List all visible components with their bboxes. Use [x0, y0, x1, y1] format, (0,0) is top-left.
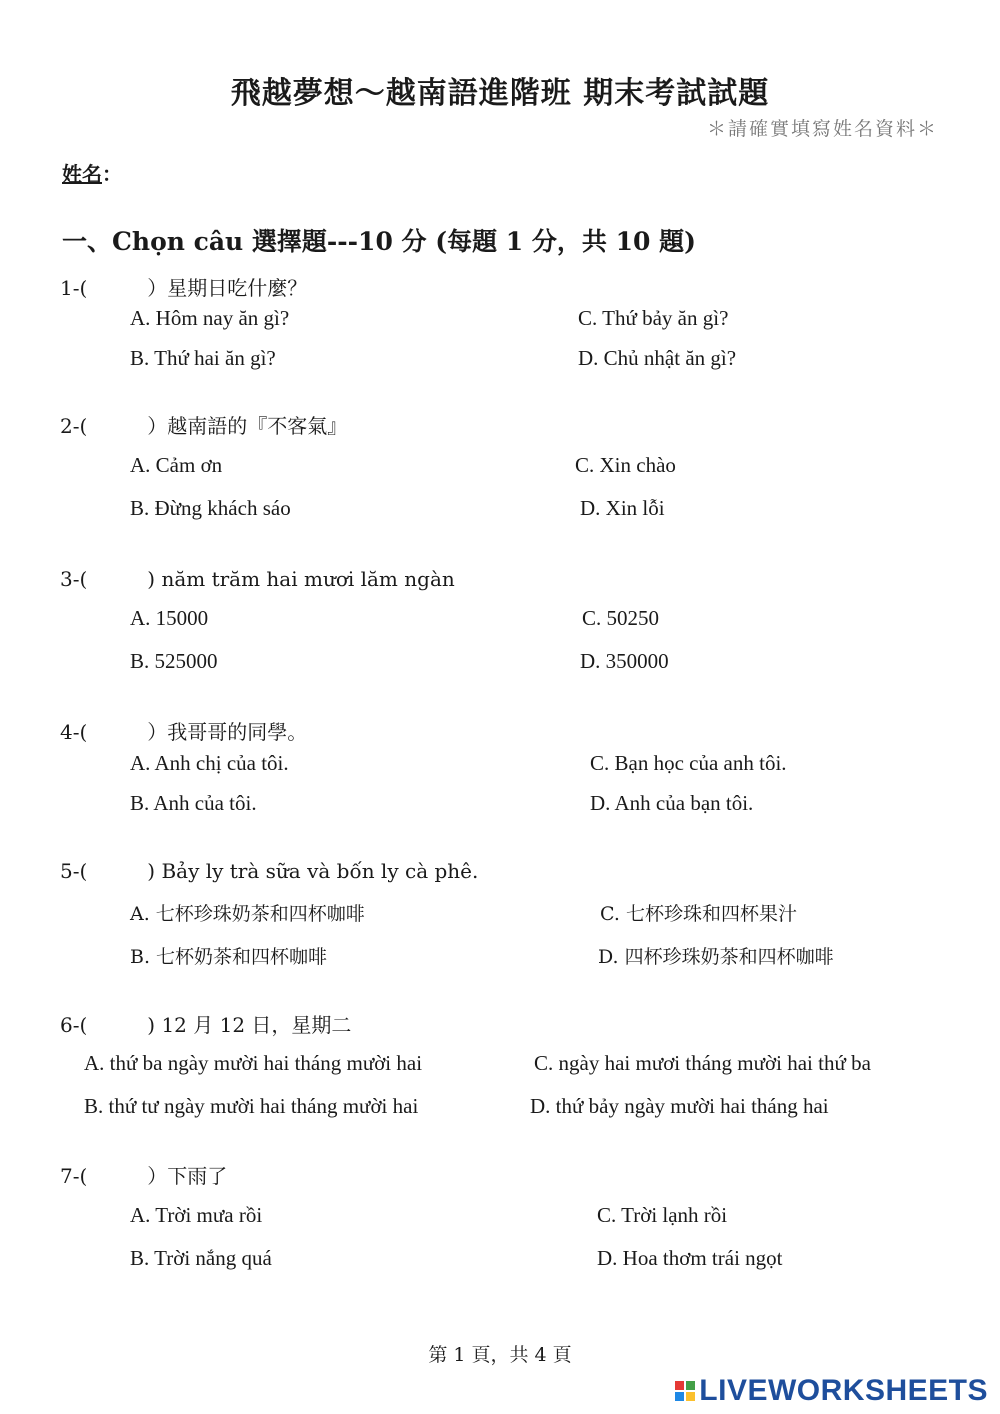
question-2-option-b: B. Đừng khách sáo: [130, 496, 291, 520]
name-field[interactable]: [62, 158, 122, 187]
question-4-option-c: C. Bạn học của anh tôi.: [590, 751, 787, 775]
question-3-prompt: 3-( ) năm trăm hai mươi lăm ngàn: [60, 567, 455, 591]
question-4-option-b: B. Anh của tôi.: [130, 791, 257, 815]
question-3-option-c: C. 50250: [582, 606, 660, 630]
question-2-option-c: C. Xin chào: [575, 453, 676, 477]
question-7-option-b: B. Trời nắng quá: [130, 1246, 272, 1270]
question-1-option-b: B. Thứ hai ăn gì?: [130, 346, 276, 370]
question-6-option-b: B. thứ tư ngày mười hai tháng mười hai: [84, 1094, 419, 1118]
question-7-prompt: 7-( ）下雨了: [60, 1164, 228, 1188]
question-6-option-c: C. ngày hai mươi tháng mười hai thứ ba: [534, 1051, 871, 1075]
question-7-option-a: A. Trời mưa rồi: [130, 1203, 263, 1227]
section-heading: 一、Chọn câu 選擇題---10 分 (每題 1 分，共 10 題): [62, 227, 696, 256]
name-label: 姓名: [62, 162, 102, 186]
question-3-option-d: D. 350000: [580, 649, 669, 673]
question-6-prompt: 6-( ) 12 月 12 日，星期二: [60, 1013, 352, 1037]
question-2-prompt: 2-( ）越南語的『不客氣』: [60, 414, 348, 438]
question-7-option-d: D. Hoa thơm trái ngọt: [597, 1246, 783, 1270]
question-4-option-d: D. Anh của bạn tôi.: [590, 791, 754, 815]
question-5-option-a: A. 七杯珍珠奶茶和四杯咖啡: [130, 903, 365, 925]
name-colon: ：: [102, 162, 122, 186]
question-3-option-b: B. 525000: [130, 649, 218, 673]
question-2-option-a: A. Cảm ơn: [130, 453, 223, 477]
question-5-option-b: B. 七杯奶茶和四杯咖啡: [130, 946, 328, 968]
question-2-option-d: D. Xin lỗi: [580, 496, 665, 520]
question-3-option-a: A. 15000: [130, 606, 209, 630]
question-6-option-d: D. thứ bảy ngày mười hai tháng hai: [530, 1094, 829, 1118]
liveworksheets-wordmark: LIVEWORKSHEETS: [699, 1374, 988, 1407]
question-1-option-c: C. Thứ bảy ăn gì?: [578, 306, 729, 330]
question-6-option-a: A. thứ ba ngày mười hai tháng mười hai: [84, 1051, 423, 1075]
question-5-option-c: C. 七杯珍珠和四杯果汁: [600, 903, 797, 925]
question-5-prompt: 5-( ) Bảy ly trà sữa và bốn ly cà phê.: [60, 859, 479, 883]
liveworksheets-logo[interactable]: [675, 1374, 988, 1408]
liveworksheets-mark-icon: [675, 1381, 695, 1401]
question-1-option-a: A. Hôm nay ăn gì?: [130, 306, 290, 330]
question-1-option-d: D. Chủ nhật ăn gì?: [578, 346, 737, 370]
question-5-option-d: D. 四杯珍珠奶茶和四杯咖啡: [598, 946, 834, 968]
question-7-option-c: C. Trời lạnh rồi: [597, 1203, 728, 1227]
page-number: 第 1 頁，共 4 頁: [428, 1344, 572, 1366]
page-title: 飛越夢想～越南語進階班 期末考試試題: [230, 76, 770, 111]
fill-in-name-note: ＊請確實填寫姓名資料＊: [706, 118, 938, 140]
question-4-prompt: 4-( ）我哥哥的同學。: [60, 720, 308, 744]
question-1-prompt: 1-( ）星期日吃什麼？: [60, 276, 308, 300]
question-4-option-a: A. Anh chị của tôi.: [130, 751, 289, 775]
